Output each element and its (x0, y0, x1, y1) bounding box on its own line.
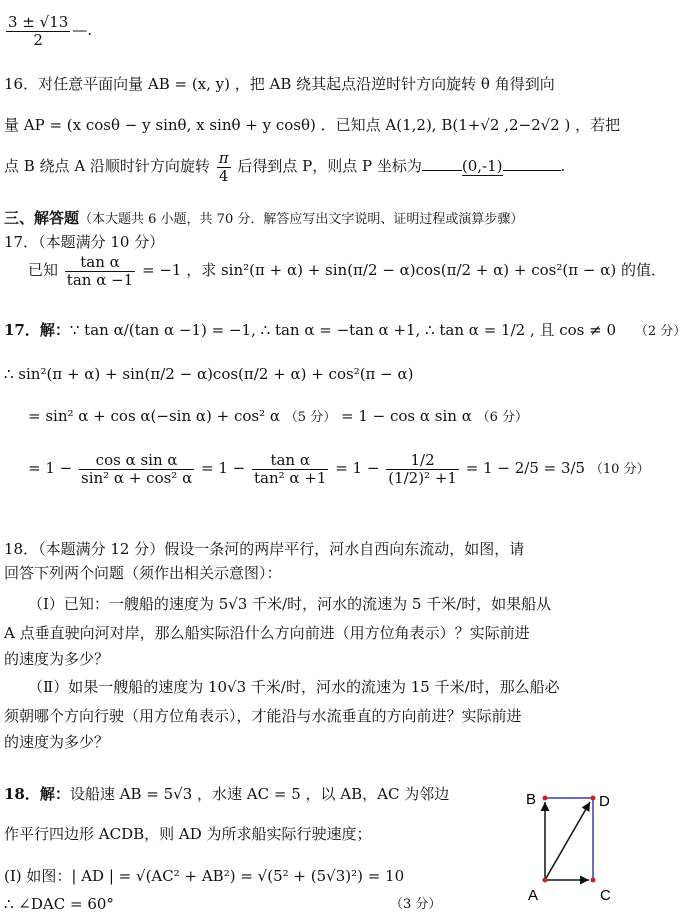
q17-solution-line2: ∴ sin²(π + α) + sin(π/2 − α)cos(π/2 + α) + cos²(π − α) (4, 365, 414, 383)
q16-line3: 点 B 绕点 A 沿顺时针方向旋转 $\frac{\pi}{4}$ 后得到点 P，则点 P 坐标为 (0,-1) . (4, 149, 566, 185)
vector-ad (545, 802, 590, 880)
q18-part1-line3: 的速度为多少？ (4, 650, 110, 668)
q18-solution-line4: ∴ ∠DAC = 60° (4, 895, 114, 913)
q16-line2: 量 AP = (x cosθ − y sinθ, x sinθ + y cosθ) ．已知点 A(1,2), B(1+√2 ,2−2√2 ) ，若把 (4, 116, 621, 134)
label-d: D (599, 793, 610, 810)
q18-solution-line2: 作平行四边形 ACDB，则 AD 为所求船实际行驶速度； (4, 825, 372, 843)
q16-answer: (0,-1) (461, 157, 503, 175)
point-c (591, 878, 596, 883)
point-a (543, 878, 548, 883)
q17-head: 17．（本题满分 10 分） (4, 233, 165, 251)
label-a: A (528, 887, 539, 904)
q18-part1-line1: （Ⅰ）已知：一艘船的速度为 5√3 千米/时，河水的流速为 5 千米/时，如果船从 (28, 595, 552, 613)
q18-score: （3 分） (390, 897, 442, 912)
q16-line1: 16．对任意平面向量 AB = (x, y) ，把 AB 绕其起点沿逆时针方向旋转 θ 角得到向 (4, 75, 555, 93)
top-fraction: $\frac{3 \pm √13}{2}$ (8, 13, 69, 49)
point-d (591, 796, 596, 801)
top-answer: $\frac{3 \pm √13}{2}$ —. (8, 13, 93, 49)
q18-solution-line3: (Ⅰ) 如图：| AD | = √(AC² + AB²) = √(5² + (5√3)²) = 10 (4, 867, 405, 885)
pi-over-4: $\frac{\pi}{4}$ (218, 149, 229, 185)
answer-blank-right (503, 170, 561, 171)
q17-solution-line4: = 1 − $\frac{\text{cos α sin α}}{\text{sin² α + cos² α}}$ = 1 − $\frac{\text{tan α}}{\text{tan² α +1}}$ = 1 − $\frac{1/2}{\text{(1/2)² +1}}$ = 1 − 2/5 = 3/5 （10 分） (28, 451, 650, 487)
q18-part2-line1: （Ⅱ）如果一艘船的速度为 10√3 千米/时，河水的流速为 15 千米/时，那么船必 (28, 678, 560, 696)
q18-line2: 回答下列两个问题（须作出相关示意图）： (4, 564, 282, 582)
q17-solution-line3: = sin² α + cos α(−sin α) + cos² α （5 分） = 1 − cos α sin α （6 分） (28, 407, 529, 425)
q17-fraction: $\frac{\text{tan α}}{\text{tan α −1}}$ (66, 253, 134, 289)
q18-part1-line2: A 点垂直驶向河对岸，那么船实际沿什么方向前进（用方位角表示）？实际前进 (4, 624, 530, 642)
label-c: C (600, 887, 611, 904)
point-b (543, 796, 548, 801)
section-heading: 三、解答题（本大题共 6 小题，共 70 分．解答应写出文字说明、证明过程或演算步骤） (4, 209, 524, 227)
q17-solution-line1: 17．解：∵ tan α/(tan α −1) = −1, ∴ tan α = −tan α +1, ∴ tan α = 1/2 , 且 cos ≠ 0 （2 分） (4, 321, 686, 339)
q17-problem: 已知 $\frac{\text{tan α}}{\text{tan α −1}}$ = −1 ，求 sin²(π + α) + sin(π/2 − α)cos(π/2 + α) + cos²(π − α) 的值． (28, 253, 666, 289)
q18-solution-line1: 18．解：设船速 AB = 5√3 ，水速 AC = 5 ，以 AB，AC 为邻边 (4, 785, 450, 803)
answer-blank-left (422, 170, 462, 171)
parallelogram-figure (516, 782, 626, 912)
label-b: B (526, 791, 537, 808)
q18-line1: 18．（本题满分 12 分）假设一条河的两岸平行，河水自西向东流动，如图，请 (4, 540, 525, 558)
q18-part2-line3: 的速度为多少？ (4, 733, 110, 751)
q18-part2-line2: 须朝哪个方向行驶（用方位角表示），才能沿与水流垂直的方向前进？实际前进 (4, 707, 522, 725)
